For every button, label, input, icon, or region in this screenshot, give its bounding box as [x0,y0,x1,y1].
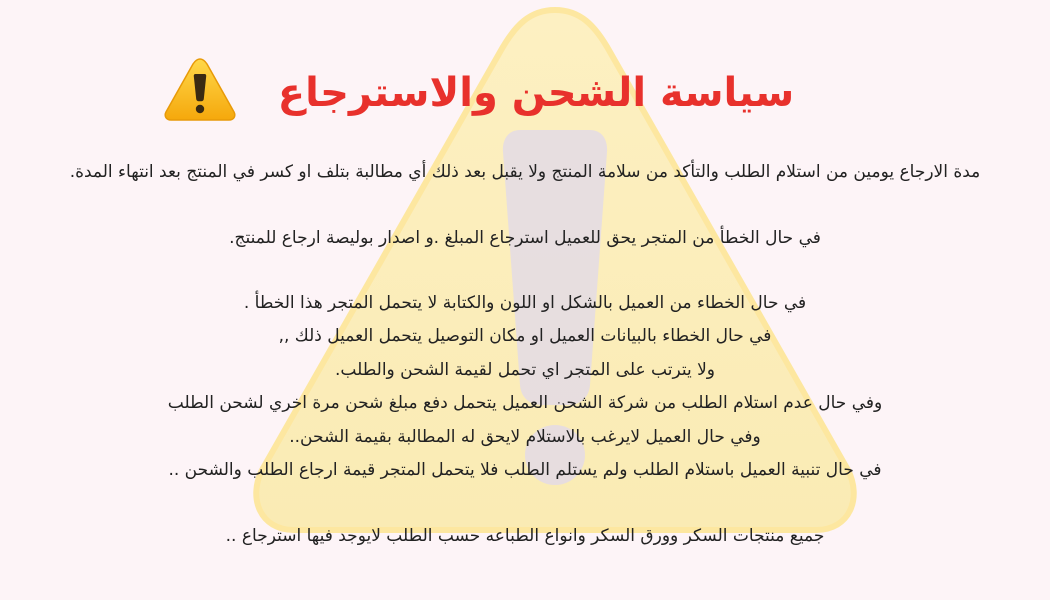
policy-line-refuses-delivery: وفي حال العميل لايرغب بالاستلام لايحق له المطالبة بقيمة الشحن.. [289,427,761,447]
policy-line-customer-data-error: في حال الخطاء بالبيانات العميل او مكان التوصيل يتحمل العميل ذلك ,, [278,326,772,346]
policy-line-not-received: وفي حال عدم استلام الطلب من شركة الشحن العميل يتحمل دفع مبلغ شحن مرة اخري لشحن الطلب [167,393,883,413]
page-title: سياسة الشحن والاسترجاع [277,70,795,116]
title-row [160,56,820,132]
warning-icon [164,56,236,122]
policy-line-no-return-items: جميع منتجات السكر وورق السكر وانواع الطباعه حسب الطلب لايوجد فيها استرجاع .. [225,526,825,546]
policy-line-return-period: مدة الارجاع يومين من استلام الطلب والتأكد من سلامة المنتج ولا يقبل بعد ذلك أي مطالبة بتلف او كسر في المنتج بعد انتهاء المدة. [69,162,981,182]
policy-line-notified-not-collected: في حال تنبية العميل باستلام الطلب ولم يستلم الطلب فلا يتحمل المتجر قيمة ارجاع الطلب والشحن .. [168,460,882,480]
policy-line-store-error: في حال الخطأ من المتجر يحق للعميل استرجاع المبلغ .و اصدار بوليصة ارجاع للمنتج. [229,228,821,248]
policy-line-customer-design-error: في حال الخطاء من العميل بالشكل او اللون والكتابة لا يتحمل المتجر هذا الخطأ . [243,293,807,313]
policy-line-no-store-liability: ولا يترتب على المتجر اي تحمل لقيمة الشحن والطلب. [334,360,715,380]
